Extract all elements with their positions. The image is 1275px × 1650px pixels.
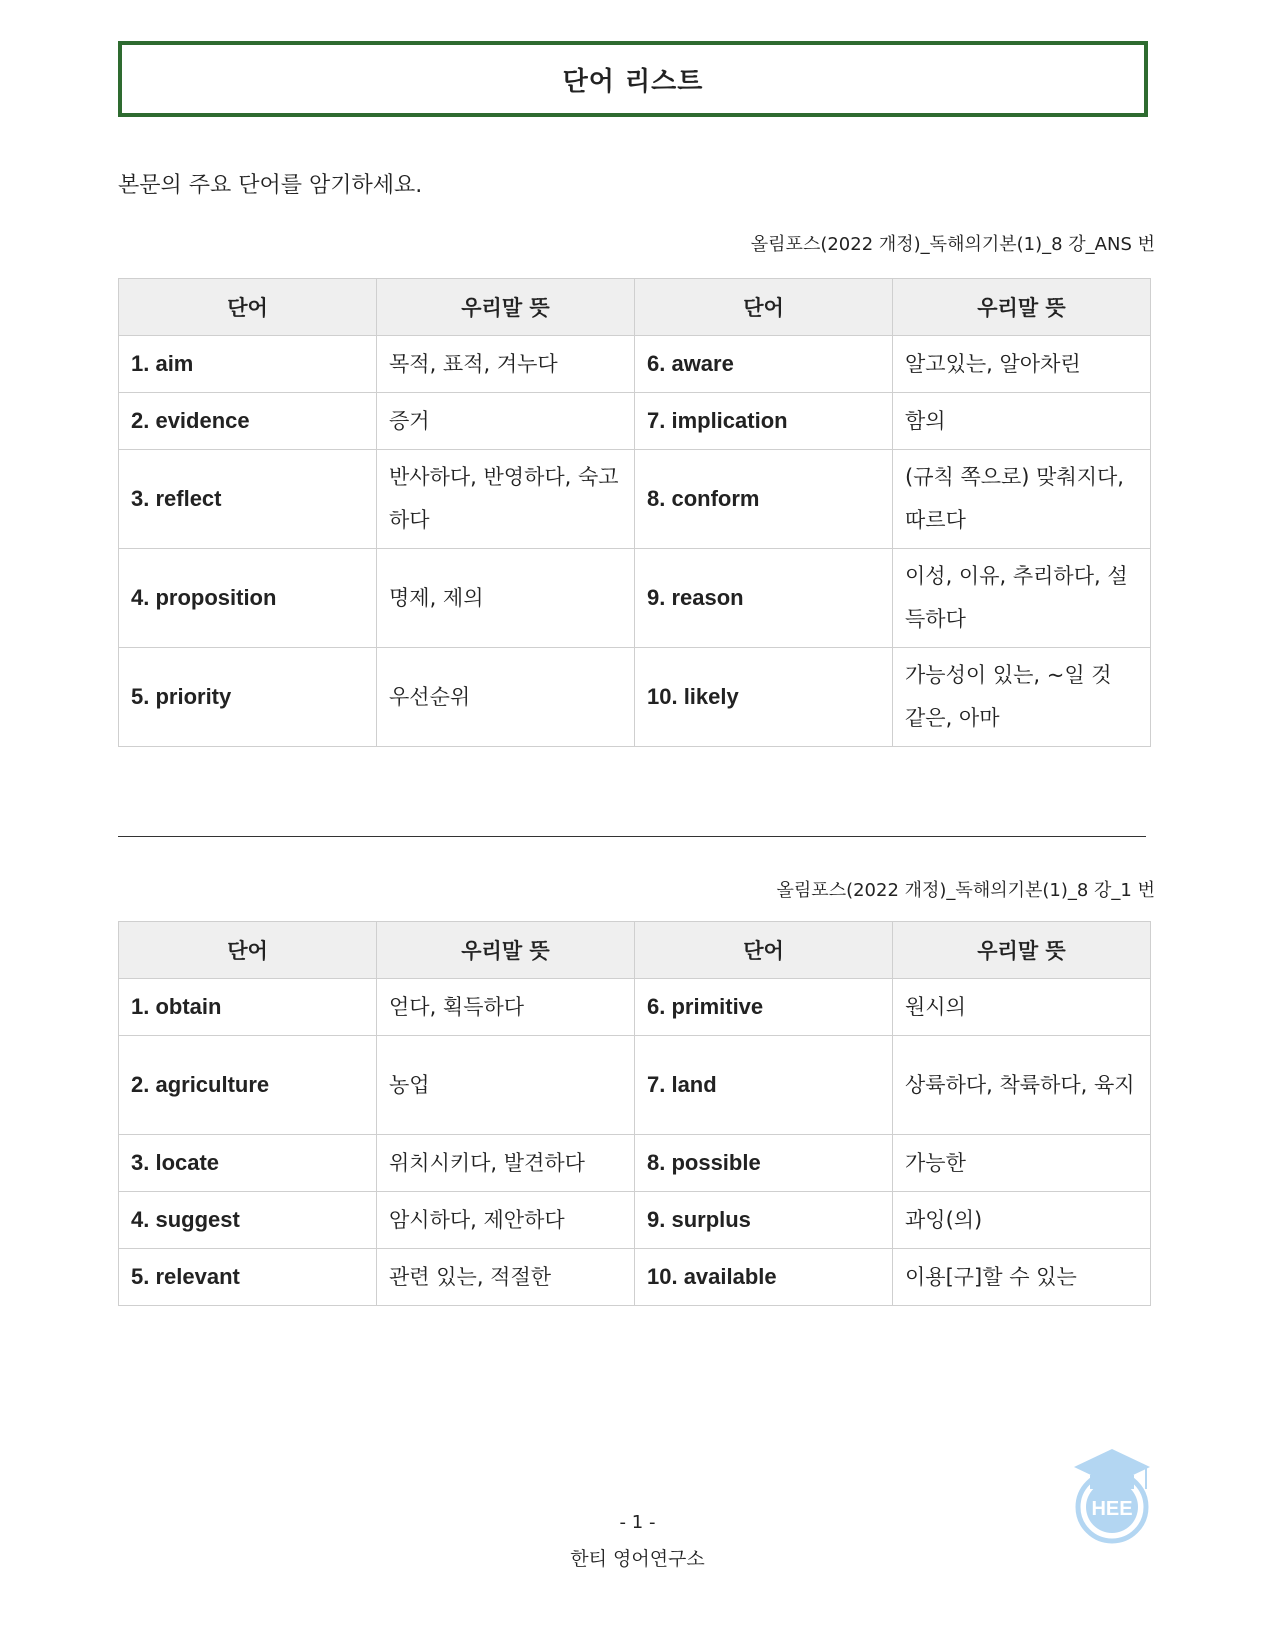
word-cell: 8. possible: [635, 1135, 893, 1192]
word-cell: 7. implication: [635, 393, 893, 450]
meaning-cell: 명제, 제의: [377, 549, 635, 648]
word-cell: 4. proposition: [119, 549, 377, 648]
meaning-cell: 우선순위: [377, 648, 635, 747]
meaning-cell: 암시하다, 제안하다: [377, 1192, 635, 1249]
table-row: [119, 648, 1151, 747]
meaning-cell: 이용[구]할 수 있는: [893, 1249, 1151, 1306]
logo-text: HEE: [1091, 1498, 1133, 1520]
table-row: [119, 979, 1151, 1036]
meaning-cell: 알고있는, 알아차린: [893, 336, 1151, 393]
column-header-word: 단어: [635, 279, 893, 336]
section-source: 올림포스(2022 개정)_독해의기본(1)_8 강_ANS 번: [750, 234, 1155, 255]
column-header-word: 단어: [119, 922, 377, 979]
word-cell: 4. suggest: [119, 1192, 377, 1249]
meaning-cell: 관련 있는, 적절한: [377, 1249, 635, 1306]
meaning-cell: (규칙 쪽으로) 맞춰지다, 따르다: [893, 450, 1151, 549]
word-cell: 1. aim: [119, 336, 377, 393]
table-row: [119, 1249, 1151, 1306]
word-cell: 2. agriculture: [119, 1036, 377, 1135]
meaning-cell: 가능성이 있는, ~일 것 같은, 아마: [893, 648, 1151, 747]
word-cell: 5. priority: [119, 648, 377, 747]
page-number: - 1 -: [619, 1512, 656, 1533]
column-header-word: 단어: [119, 279, 377, 336]
word-cell: 8. conform: [635, 450, 893, 549]
vocab-table: [118, 921, 1151, 1306]
meaning-cell: 이성, 이유, 추리하다, 설득하다: [893, 549, 1151, 648]
meaning-cell: 원시의: [893, 979, 1151, 1036]
word-cell: 3. locate: [119, 1135, 377, 1192]
column-header-meaning: 우리말 뜻: [377, 279, 635, 336]
column-header-word: 단어: [635, 922, 893, 979]
vocab-table: [118, 278, 1151, 747]
word-cell: 3. reflect: [119, 450, 377, 549]
meaning-cell: 과잉(의): [893, 1192, 1151, 1249]
table-header-row: [119, 922, 1151, 979]
meaning-cell: 증거: [377, 393, 635, 450]
table-row: [119, 1036, 1151, 1135]
table-row: [119, 1135, 1151, 1192]
meaning-cell: 함의: [893, 393, 1151, 450]
word-cell: 6. primitive: [635, 979, 893, 1036]
page-title: 단어 리스트: [118, 41, 1148, 117]
column-header-meaning: 우리말 뜻: [377, 922, 635, 979]
graduation-cap-icon: [1070, 1445, 1154, 1545]
section-divider: [118, 836, 1146, 837]
word-cell: 9. reason: [635, 549, 893, 648]
meaning-cell: 상륙하다, 착륙하다, 육지: [893, 1036, 1151, 1135]
meaning-cell: 가능한: [893, 1135, 1151, 1192]
table-row: [119, 450, 1151, 549]
meaning-cell: 위치시키다, 발견하다: [377, 1135, 635, 1192]
word-cell: 5. relevant: [119, 1249, 377, 1306]
column-header-meaning: 우리말 뜻: [893, 279, 1151, 336]
meaning-cell: 농업: [377, 1036, 635, 1135]
table-row: [119, 1192, 1151, 1249]
section-source: 올림포스(2022 개정)_독해의기본(1)_8 강_1 번: [776, 880, 1155, 901]
table-row: [119, 393, 1151, 450]
meaning-cell: 목적, 표적, 겨누다: [377, 336, 635, 393]
table-row: [119, 336, 1151, 393]
meaning-cell: 반사하다, 반영하다, 숙고하다: [377, 450, 635, 549]
word-cell: 9. surplus: [635, 1192, 893, 1249]
meaning-cell: 얻다, 획득하다: [377, 979, 635, 1036]
table-header-row: [119, 279, 1151, 336]
word-cell: 1. obtain: [119, 979, 377, 1036]
word-cell: 6. aware: [635, 336, 893, 393]
footer-text: 한티 영어연구소: [570, 1548, 705, 1570]
word-cell: 7. land: [635, 1036, 893, 1135]
word-cell: 10. available: [635, 1249, 893, 1306]
word-cell: 2. evidence: [119, 393, 377, 450]
column-header-meaning: 우리말 뜻: [893, 922, 1151, 979]
table-row: [119, 549, 1151, 648]
instruction-text: 본문의 주요 단어를 암기하세요.: [118, 173, 423, 198]
word-cell: 10. likely: [635, 648, 893, 747]
